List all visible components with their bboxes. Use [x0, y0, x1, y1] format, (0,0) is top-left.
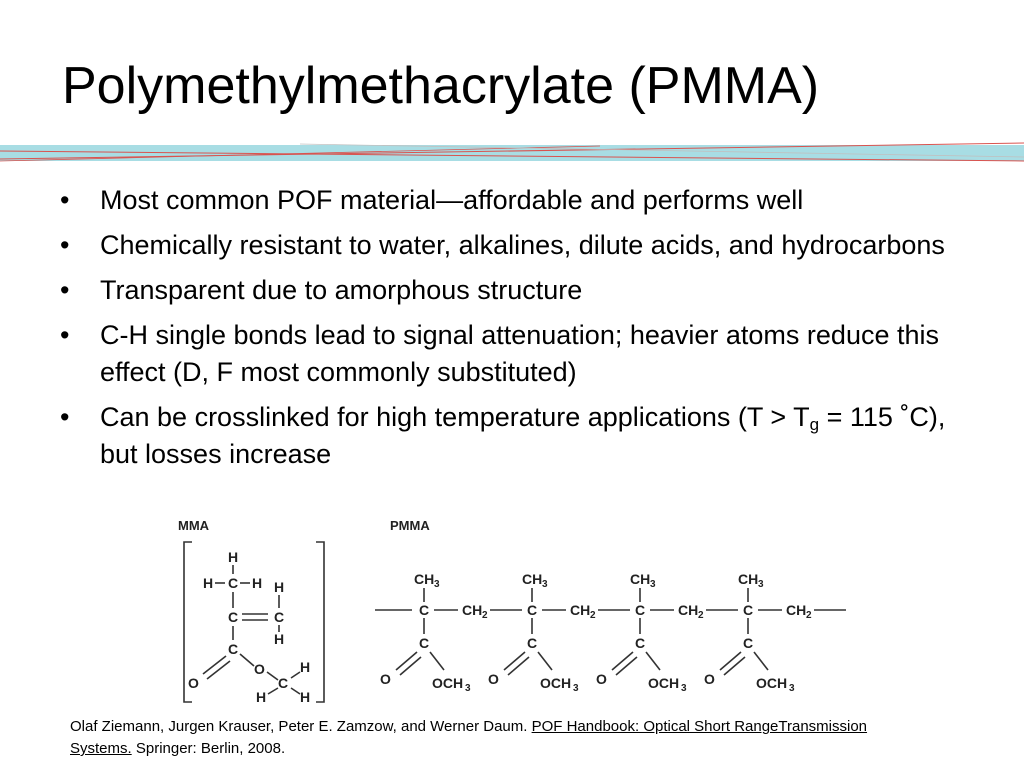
svg-text:OCH: OCH: [648, 675, 680, 691]
svg-text:CH: CH: [678, 602, 699, 618]
svg-text:O: O: [254, 661, 265, 677]
svg-text:H: H: [228, 549, 239, 565]
svg-text:3: 3: [758, 579, 764, 590]
citation-publisher: Springer: Berlin, 2008.: [135, 740, 286, 757]
svg-text:H: H: [256, 689, 267, 705]
svg-text:C: C: [419, 602, 430, 618]
svg-text:H: H: [203, 575, 214, 591]
svg-text:H: H: [300, 689, 311, 705]
svg-text:3: 3: [465, 683, 471, 694]
svg-text:O: O: [488, 671, 499, 687]
svg-text:H: H: [274, 579, 285, 595]
svg-text:CH: CH: [414, 571, 435, 587]
svg-text:C: C: [228, 575, 239, 591]
svg-text:H: H: [274, 631, 285, 647]
bullet-list: [60, 182, 960, 481]
svg-text:O: O: [596, 671, 607, 687]
bullet-text: Can be crosslinked for high temperature applications (T > T: [100, 402, 810, 432]
svg-text:C: C: [274, 609, 285, 625]
svg-text:CH: CH: [570, 602, 591, 618]
svg-text:3: 3: [681, 683, 687, 694]
svg-text:C: C: [743, 635, 754, 651]
svg-text:2: 2: [806, 610, 812, 621]
svg-text:C: C: [228, 641, 239, 657]
svg-text:CH: CH: [522, 571, 543, 587]
citation: [70, 716, 900, 760]
svg-text:C: C: [635, 602, 646, 618]
svg-text:3: 3: [542, 579, 548, 590]
svg-text:C: C: [527, 602, 538, 618]
svg-text:CH: CH: [462, 602, 483, 618]
bullet-item: • Transparent due to amorphous structure: [60, 272, 960, 309]
bullet-text: = 115 ˚C), but losses increase: [100, 402, 946, 469]
svg-text:2: 2: [482, 610, 488, 621]
slide-title: Polymethylmethacrylate (PMMA): [62, 57, 820, 115]
decorative-band: [0, 140, 1024, 166]
svg-text:C: C: [743, 602, 754, 618]
svg-text:O: O: [380, 671, 391, 687]
mma-label: MMA: [178, 518, 210, 533]
chemical-structure-diagram: [170, 512, 860, 712]
svg-text:2: 2: [698, 610, 704, 621]
svg-text:OCH: OCH: [432, 675, 464, 691]
bullet-item: [60, 399, 960, 473]
svg-text:C: C: [419, 635, 430, 651]
pmma-label: PMMA: [390, 518, 430, 533]
bullet-item: • C-H single bonds lead to signal attenuation; heavier atoms reduce this effect (D, F most commonly substituted): [60, 317, 960, 391]
svg-text:3: 3: [789, 683, 795, 694]
subscript-g: g: [809, 415, 820, 434]
svg-text:C: C: [228, 609, 239, 625]
svg-text:C: C: [527, 635, 538, 651]
citation-title: POF Handbook: Optical Short RangeTransmission Systems.: [70, 718, 868, 757]
svg-text:CH: CH: [630, 571, 651, 587]
svg-text:CH: CH: [738, 571, 759, 587]
svg-text:CH: CH: [786, 602, 807, 618]
svg-text:C: C: [278, 675, 289, 691]
svg-text:O: O: [188, 675, 199, 691]
pmma-repeat-unit: [704, 571, 846, 694]
svg-text:H: H: [252, 575, 263, 591]
svg-text:3: 3: [434, 579, 440, 590]
pmma-repeat-unit: [488, 571, 630, 694]
svg-text:H: H: [300, 659, 311, 675]
pmma-repeat-unit: [596, 571, 738, 694]
bullet-item: • Chemically resistant to water, alkalines, dilute acids, and hydrocarbons: [60, 227, 960, 264]
svg-text:OCH: OCH: [540, 675, 572, 691]
svg-text:2: 2: [590, 610, 596, 621]
citation-authors: Olaf Ziemann, Jurgen Krauser, Peter E. Zamzow, and Werner Daum.: [70, 718, 528, 735]
pmma-repeat-unit: [380, 571, 522, 694]
bullet-item: • Most common POF material—affordable and performs well: [60, 182, 960, 219]
svg-text:OCH: OCH: [756, 675, 788, 691]
svg-text:3: 3: [650, 579, 656, 590]
svg-text:C: C: [635, 635, 646, 651]
svg-text:O: O: [704, 671, 715, 687]
svg-text:3: 3: [573, 683, 579, 694]
